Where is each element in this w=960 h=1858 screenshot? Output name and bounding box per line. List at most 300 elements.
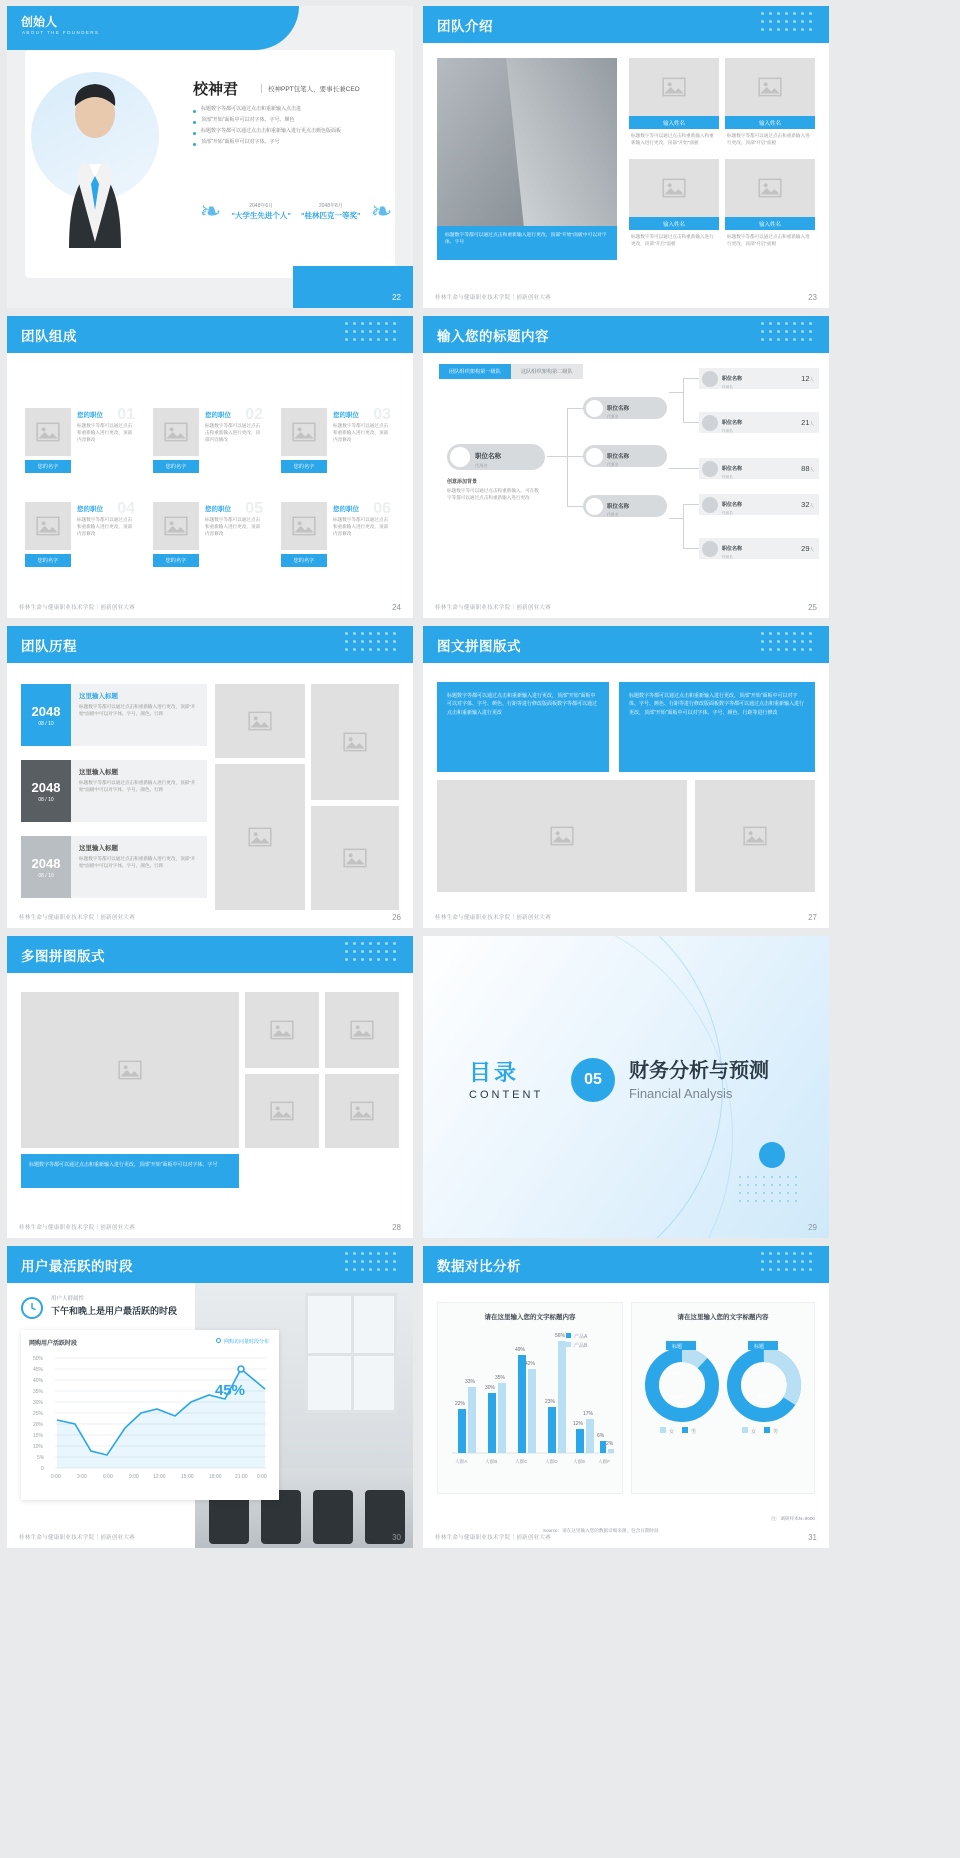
image-icon — [757, 74, 783, 100]
avatar — [586, 400, 603, 417]
image-placeholder — [153, 502, 199, 550]
svg-text:12%: 12% — [668, 1371, 681, 1377]
chair-shape — [313, 1490, 353, 1544]
founder-portrait — [49, 80, 141, 248]
member-desc: 标题数字等都可以通过点击和重新输入进行更改，顶部内容修改 — [77, 517, 133, 537]
connector — [567, 456, 583, 457]
image-placeholder — [281, 502, 327, 550]
image-icon — [163, 419, 189, 445]
svg-text:产品A: 产品A — [574, 1334, 588, 1340]
org-node-sub: 代用名 — [607, 512, 619, 517]
timeline-year: 2048 — [31, 779, 61, 795]
image-placeholder — [245, 1074, 319, 1148]
insight-block — [21, 1294, 221, 1317]
org-tabs — [439, 364, 583, 379]
image-placeholder — [215, 684, 305, 758]
gallery-caption: 标题数字等都可以通过点击和重新输入进行更改，顶部"开始"面板中可以对字体、字号 — [21, 1154, 239, 1188]
svg-text:6:00: 6:00 — [103, 1474, 113, 1480]
org-note-title: 创意添加背景 — [447, 479, 478, 485]
member-block — [25, 502, 135, 576]
org-mid-node[interactable] — [583, 397, 667, 419]
timeline-heading: 这里输入标题 — [79, 845, 118, 852]
org-leaf-unit: 人 — [809, 467, 814, 472]
member-desc: 标题数字等都可以通过点击击和重新输入进行更改，顶部内容修改 — [205, 423, 261, 443]
slide-section-divider — [423, 936, 829, 1238]
org-node-name: 职位名称 — [722, 466, 743, 472]
image-icon — [247, 708, 273, 734]
timeline-date: 08 / 10 — [38, 720, 54, 727]
svg-text:15:00: 15:00 — [181, 1474, 194, 1480]
svg-text:17%: 17% — [583, 1411, 594, 1417]
org-leaf-unit: 人 — [809, 421, 814, 426]
donut-chart-card — [631, 1302, 815, 1494]
org-node-name: 职位名称 — [722, 546, 743, 552]
decorative-dots — [345, 632, 405, 658]
svg-text:35%: 35% — [33, 1389, 44, 1395]
svg-text:5%: 5% — [37, 1455, 45, 1461]
page-number: 26 — [392, 913, 401, 922]
timeline-heading: 这里输入标题 — [79, 769, 118, 776]
connector — [567, 408, 568, 506]
slide-data-comparison — [423, 1246, 829, 1548]
org-leaf-count: 88 — [801, 464, 810, 473]
image-icon — [35, 419, 61, 445]
avatar — [702, 371, 718, 387]
connector — [683, 548, 699, 549]
image-placeholder — [153, 408, 199, 456]
connector — [683, 504, 699, 505]
org-node-name: 职位名称 — [607, 503, 630, 510]
image-placeholder — [437, 780, 687, 892]
section-title-cn: 财务分析与预测 — [629, 1060, 769, 1082]
image-icon — [349, 1017, 375, 1043]
slide-picture-text — [423, 626, 829, 928]
image-icon — [342, 845, 368, 871]
org-leaf-count: 32 — [801, 500, 810, 509]
page-number: 28 — [392, 1223, 401, 1232]
award-year: 2048年6月 — [249, 202, 274, 209]
svg-text:3:00: 3:00 — [77, 1474, 87, 1480]
member-card — [725, 58, 815, 146]
svg-text:23%: 23% — [545, 1399, 556, 1405]
svg-text:30%: 30% — [485, 1385, 496, 1391]
decorative-dots — [761, 1252, 821, 1278]
page-title: 团队介绍 — [437, 18, 493, 34]
slide-footer: 桂林生命与健康职业技术学院｜创新创业大赛 — [19, 915, 136, 921]
award-item — [231, 202, 291, 221]
avatar — [586, 448, 603, 465]
chart-legend — [216, 1338, 269, 1345]
svg-text:产品B: 产品B — [574, 1343, 588, 1349]
member-name: 输入姓名 — [725, 116, 815, 129]
image-placeholder — [311, 806, 399, 910]
connector — [547, 456, 567, 457]
org-leaf-unit: 人 — [809, 377, 814, 382]
svg-text:0:00: 0:00 — [257, 1474, 267, 1480]
svg-text:男: 男 — [773, 1429, 779, 1435]
svg-text:30%: 30% — [33, 1400, 44, 1406]
image-icon — [342, 729, 368, 755]
org-leaf-count: 12 — [801, 374, 810, 383]
image-placeholder — [25, 502, 71, 550]
member-desc: 标题数字等都可以通过点击和重新输入进行更改，顶部"开启"面板 — [727, 133, 810, 146]
avatar — [702, 541, 718, 557]
svg-text:20%: 20% — [33, 1422, 44, 1428]
avatar — [450, 447, 470, 467]
member-block — [153, 502, 263, 576]
text-block-left: 标题数字等都可以通过点击和重新输入进行更改，顶部"开始"面板中可以对字体、字号、颜色、行距等进行修改版面板数字等都可以通过点击和重新输入进行更改 — [437, 682, 609, 772]
image-icon — [661, 74, 687, 100]
list-item: 标题数字等都可以通过点击和重新输入点击进 — [193, 106, 389, 114]
svg-text:42%: 42% — [525, 1361, 536, 1367]
chart-title: 请在这里输入您的文字标题内容 — [484, 1314, 576, 1321]
member-position: 您的职位 — [205, 506, 231, 513]
org-node-sub: 代用名 — [607, 414, 619, 419]
timeline-body — [71, 684, 207, 746]
line-chart-card — [21, 1330, 279, 1500]
member-position: 您的职位 — [333, 412, 359, 419]
timeline-year-box — [21, 684, 71, 746]
org-node-sub: 代用名 — [607, 462, 619, 467]
svg-text:56%: 56% — [555, 1333, 566, 1339]
svg-text:88%: 88% — [672, 1395, 685, 1401]
page-number: 25 — [808, 603, 817, 612]
svg-text:33%: 33% — [465, 1379, 476, 1385]
slide-team-intro — [423, 6, 829, 308]
org-node-sub: 代用名 — [475, 463, 488, 468]
image-placeholder — [25, 408, 71, 456]
org-mid-node[interactable] — [583, 445, 667, 467]
org-node-name: 职位名称 — [722, 502, 743, 508]
image-placeholder — [21, 992, 239, 1148]
svg-text:标题: 标题 — [672, 1344, 683, 1350]
page-number: 23 — [808, 293, 817, 302]
member-number: 06 — [373, 500, 391, 517]
page-number: 31 — [808, 1533, 817, 1542]
image-icon — [661, 175, 687, 201]
org-root-node[interactable] — [447, 444, 545, 470]
member-position: 您的职位 — [205, 412, 231, 419]
timeline-text: 标题数字等都可以通过点击和重新输入进行更改，顶部"开始"面板中可以对字体、字号、颜色、行距 — [79, 856, 196, 869]
member-position: 您的职位 — [333, 506, 359, 513]
image-icon — [35, 513, 61, 539]
timeline-year: 2048 — [31, 703, 61, 719]
org-note — [447, 478, 543, 501]
timeline-text: 标题数字等都可以通过点击和重新输入进行更改，顶部"开始"面板中可以对字体、字号、颜色、行距 — [79, 704, 196, 717]
member-name: 您的名字 — [153, 554, 199, 567]
image-icon — [269, 1017, 295, 1043]
connector — [567, 408, 583, 409]
slide-footer: 桂林生命与健康职业技术学院｜创新创业大赛 — [435, 605, 552, 611]
member-position: 您的职位 — [77, 412, 103, 419]
org-node-name: 职位名称 — [475, 453, 501, 460]
svg-text:10%: 10% — [33, 1444, 44, 1450]
timeline-year: 2048 — [31, 855, 61, 871]
slide-footer: 桂林生命与健康职业技术学院｜创新创业大赛 — [19, 1535, 136, 1541]
org-leaf-node[interactable] — [699, 412, 819, 433]
section-number: 05 — [571, 1058, 615, 1102]
timeline-date: 08 / 10 — [38, 872, 54, 879]
award-year: 2048年8月 — [318, 202, 343, 209]
svg-text:6%: 6% — [597, 1433, 605, 1439]
member-number: 02 — [245, 406, 263, 423]
member-name: 输入姓名 — [629, 116, 719, 129]
award-name: "大学生先进个人" — [231, 210, 291, 220]
image-placeholder — [629, 159, 719, 217]
org-leaf-node[interactable] — [699, 538, 819, 559]
decorative-dots — [345, 942, 405, 968]
org-node-sub: 代用名 — [722, 429, 733, 433]
laurel-left-icon: ❧ — [199, 196, 222, 226]
member-name: 您的名字 — [281, 460, 327, 473]
slide-team-composition — [7, 316, 413, 618]
svg-text:人群B: 人群B — [485, 1459, 498, 1464]
svg-text:人群D: 人群D — [545, 1459, 558, 1464]
image-placeholder — [325, 1074, 399, 1148]
org-node-sub: 代用名 — [722, 555, 733, 559]
member-card — [629, 159, 719, 247]
award-item — [301, 202, 361, 221]
org-leaf-node[interactable] — [699, 458, 819, 479]
image-placeholder — [629, 58, 719, 116]
svg-text:人群A: 人群A — [455, 1459, 468, 1464]
donut-charts — [632, 1323, 816, 1473]
svg-text:人群C: 人群C — [515, 1459, 528, 1464]
chart-title: 网购用户活跃时段 — [29, 1341, 78, 1347]
slide-footer: 桂林生命与健康职业技术学院｜创新创业大赛 — [19, 605, 136, 611]
insight-headline: 下午和晚上是用户最活跃的时段 — [51, 1306, 178, 1316]
page-number: 30 — [392, 1533, 401, 1542]
image-icon — [742, 823, 768, 849]
image-placeholder — [311, 684, 399, 800]
image-icon — [549, 823, 575, 849]
timeline-item — [21, 760, 207, 822]
svg-text:人群E: 人群E — [573, 1459, 586, 1464]
connector — [669, 392, 683, 393]
founder-name: 校神君 — [193, 81, 239, 98]
member-desc: 标题数字等可以通过点击和重新输入和重新输入进行更改，顶部"开始"面板 — [631, 133, 714, 146]
page-title: 团队组成 — [21, 328, 77, 344]
page-title: 创始人 — [21, 15, 58, 29]
member-name: 您的名字 — [153, 460, 199, 473]
svg-text:66%: 66% — [758, 1395, 771, 1401]
page-number: 24 — [392, 603, 401, 612]
slide-active-time — [7, 1246, 413, 1548]
image-icon — [269, 1098, 295, 1124]
list-item: 顶部"开始"面板中可以对字体、字号 — [193, 139, 389, 147]
catalog-en: CONTENT — [469, 1089, 544, 1101]
member-name: 您的名字 — [25, 554, 71, 567]
image-placeholder — [725, 159, 815, 217]
org-node-sub: 代用名 — [722, 511, 733, 515]
page-number: 27 — [808, 913, 817, 922]
connector — [669, 518, 683, 519]
org-leaf-count: 29 — [801, 544, 810, 553]
svg-text:0:00: 0:00 — [51, 1474, 61, 1480]
member-number: 01 — [117, 406, 135, 423]
chart-note: 注：调研样本N=9000 — [771, 1516, 815, 1521]
org-node-sub: 代用名 — [722, 475, 733, 479]
svg-text:25%: 25% — [33, 1411, 44, 1417]
timeline-year-box — [21, 836, 71, 898]
image-placeholder — [215, 764, 305, 910]
page-number: 22 — [392, 293, 401, 302]
slide-multi-picture — [7, 936, 413, 1238]
connector — [567, 506, 583, 507]
image-icon — [247, 824, 273, 850]
connector — [683, 378, 684, 422]
catalog-label — [469, 1056, 543, 1101]
slide-org-chart — [423, 316, 829, 618]
svg-text:18:00: 18:00 — [209, 1474, 222, 1480]
slide-footer: 桂林生命与健康职业技术学院｜创新创业大赛 — [435, 915, 552, 921]
svg-text:2%: 2% — [606, 1441, 614, 1447]
catalog-cn: 目录 — [469, 1060, 520, 1085]
svg-text:34%: 34% — [748, 1371, 761, 1377]
member-desc: 标题数字等都可以通过点击和重新输入进行更改，顶部内容修改 — [333, 423, 389, 443]
window-shape — [305, 1293, 397, 1413]
section-title-en: Financial Analysis — [629, 1086, 733, 1101]
member-name: 您的名字 — [281, 554, 327, 567]
org-node-name: 职位名称 — [607, 405, 630, 412]
image-icon — [291, 513, 317, 539]
bar-chart — [438, 1327, 624, 1477]
member-name: 您的名字 — [25, 460, 71, 473]
slide-footer: 桂林生命与健康职业技术学院｜创新创业大赛 — [435, 1535, 552, 1541]
member-block — [281, 502, 391, 576]
avatar — [702, 497, 718, 513]
page-title: 图文拼图版式 — [437, 638, 521, 654]
page-title: 团队历程 — [21, 638, 77, 654]
decorative-dots — [345, 1252, 405, 1278]
slide-footer: 桂林生命与健康职业技术学院｜创新创业大赛 — [435, 295, 552, 301]
svg-text:35%: 35% — [495, 1375, 506, 1381]
slide-history — [7, 626, 413, 928]
member-desc: 标题数字等都可以通过点击和重新输入进行更改，顶部内容修改 — [205, 517, 261, 537]
org-node-sub: 代用名 — [722, 385, 733, 389]
image-placeholder — [245, 992, 319, 1068]
image-icon — [117, 1057, 143, 1083]
timeline-heading: 这里输入标题 — [79, 693, 118, 700]
chart-source: Source：请在这里输入您的数据详细来源，包含日期时间 — [543, 1528, 659, 1533]
svg-text:12:00: 12:00 — [153, 1474, 166, 1480]
connector — [683, 504, 684, 548]
decorative-dot — [759, 1142, 785, 1168]
org-mid-node[interactable] — [583, 495, 667, 517]
member-block — [153, 408, 263, 482]
timeline-item — [21, 836, 207, 898]
org-leaf-unit: 人 — [809, 547, 814, 552]
slide-founder — [7, 6, 413, 308]
connector — [683, 422, 699, 423]
member-desc: 标题数字等可以通过点击和重新输入进行更改，顶部"开启"面板 — [631, 234, 714, 247]
decorative-dots — [345, 322, 405, 348]
org-node-name: 职位名称 — [722, 376, 743, 382]
tab-level-1[interactable]: 团队组织架构第一级队 — [439, 364, 511, 379]
decorative-dots — [761, 322, 821, 348]
page-number: 29 — [808, 1223, 817, 1232]
svg-text:人群F: 人群F — [598, 1459, 610, 1464]
svg-text:女: 女 — [751, 1429, 757, 1435]
page-title: 数据对比分析 — [437, 1258, 521, 1274]
svg-text:50%: 50% — [33, 1356, 44, 1362]
avatar — [702, 415, 718, 431]
page-title: 输入您的标题内容 — [437, 328, 549, 344]
insight-label: 用户人群属性 — [51, 1296, 85, 1302]
list-item: 顶部"开始"面板中可以对字体、字号、颜色 — [193, 117, 389, 125]
member-card — [725, 159, 815, 247]
svg-text:45%: 45% — [33, 1367, 44, 1373]
image-icon — [349, 1098, 375, 1124]
founder-role: 校神PPT包笔人，要事长兼CEO — [261, 84, 360, 93]
svg-text:15%: 15% — [33, 1433, 44, 1439]
member-block — [25, 408, 135, 482]
laurel-right-icon: ❧ — [370, 196, 393, 226]
decorative-dots — [739, 1176, 809, 1210]
timeline-text: 标题数字等都可以通过点击和重新输入进行更改，顶部"开始"面板中可以对字体、字号、颜色、行距 — [79, 780, 196, 793]
connector — [669, 468, 699, 469]
chart-title: 请在这里输入您的文字标题内容 — [677, 1314, 769, 1321]
org-note-text: 标题数字等可以通过点击和重新输入、可在数字等都可以通过点击和重新输入进行更改 — [447, 488, 539, 501]
legend-label: 网购访问量时段分布 — [223, 1339, 269, 1345]
svg-text:40%: 40% — [33, 1378, 44, 1384]
svg-text:女: 女 — [669, 1429, 675, 1435]
member-desc: 标题数字等都可以通过点击和重新输入进行更改，顶部内容修改 — [77, 423, 133, 443]
svg-text:9:00: 9:00 — [129, 1474, 139, 1480]
member-name: 输入姓名 — [725, 217, 815, 230]
image-icon — [163, 513, 189, 539]
connector — [683, 378, 699, 379]
founder-bullets — [193, 106, 389, 150]
member-desc: 标题数字等都可以通过点击和重新输入进行更改，顶部"开启"面板 — [727, 234, 810, 247]
svg-text:0: 0 — [41, 1466, 44, 1472]
org-leaf-unit: 人 — [809, 503, 814, 508]
svg-text:标题: 标题 — [754, 1344, 765, 1350]
org-node-name: 职位名称 — [607, 453, 630, 460]
svg-text:22%: 22% — [455, 1401, 466, 1407]
decorative-dots — [761, 632, 821, 658]
image-icon — [757, 175, 783, 201]
svg-text:男: 男 — [691, 1429, 697, 1435]
timeline-year-box — [21, 760, 71, 822]
image-placeholder — [281, 408, 327, 456]
member-number: 04 — [117, 500, 135, 517]
org-leaf-count: 21 — [801, 418, 810, 427]
svg-text:12%: 12% — [573, 1421, 584, 1427]
org-leaf-node[interactable] — [699, 368, 819, 389]
awards-row — [193, 188, 399, 234]
org-leaf-node[interactable] — [699, 494, 819, 515]
founder-card — [25, 50, 395, 278]
member-name: 输入姓名 — [629, 217, 719, 230]
image-placeholder — [325, 992, 399, 1068]
member-desc: 标题数字等都可以通过点击和重新输入进行更改，顶部内容修改 — [333, 517, 389, 537]
page-title: 多图拼图版式 — [21, 948, 105, 964]
member-position: 您的职位 — [77, 506, 103, 513]
image-placeholder — [695, 780, 815, 892]
section-title-group — [629, 1054, 769, 1101]
peak-value: 45% — [214, 1382, 245, 1399]
list-item: 标题数字等都可以通过点击击和重新输入进行更点击颜色版面板 — [193, 128, 389, 136]
tab-level-2[interactable]: 这队组织架构第二级队 — [511, 364, 583, 379]
member-number: 05 — [245, 500, 263, 517]
org-node-name: 职位名称 — [722, 420, 743, 426]
avatar — [702, 461, 718, 477]
line-chart — [29, 1352, 271, 1482]
slide-footer: 桂林生命与健康职业技术学院｜创新创业大赛 — [19, 1225, 136, 1231]
member-number: 03 — [373, 406, 391, 423]
timeline-item — [21, 684, 207, 746]
